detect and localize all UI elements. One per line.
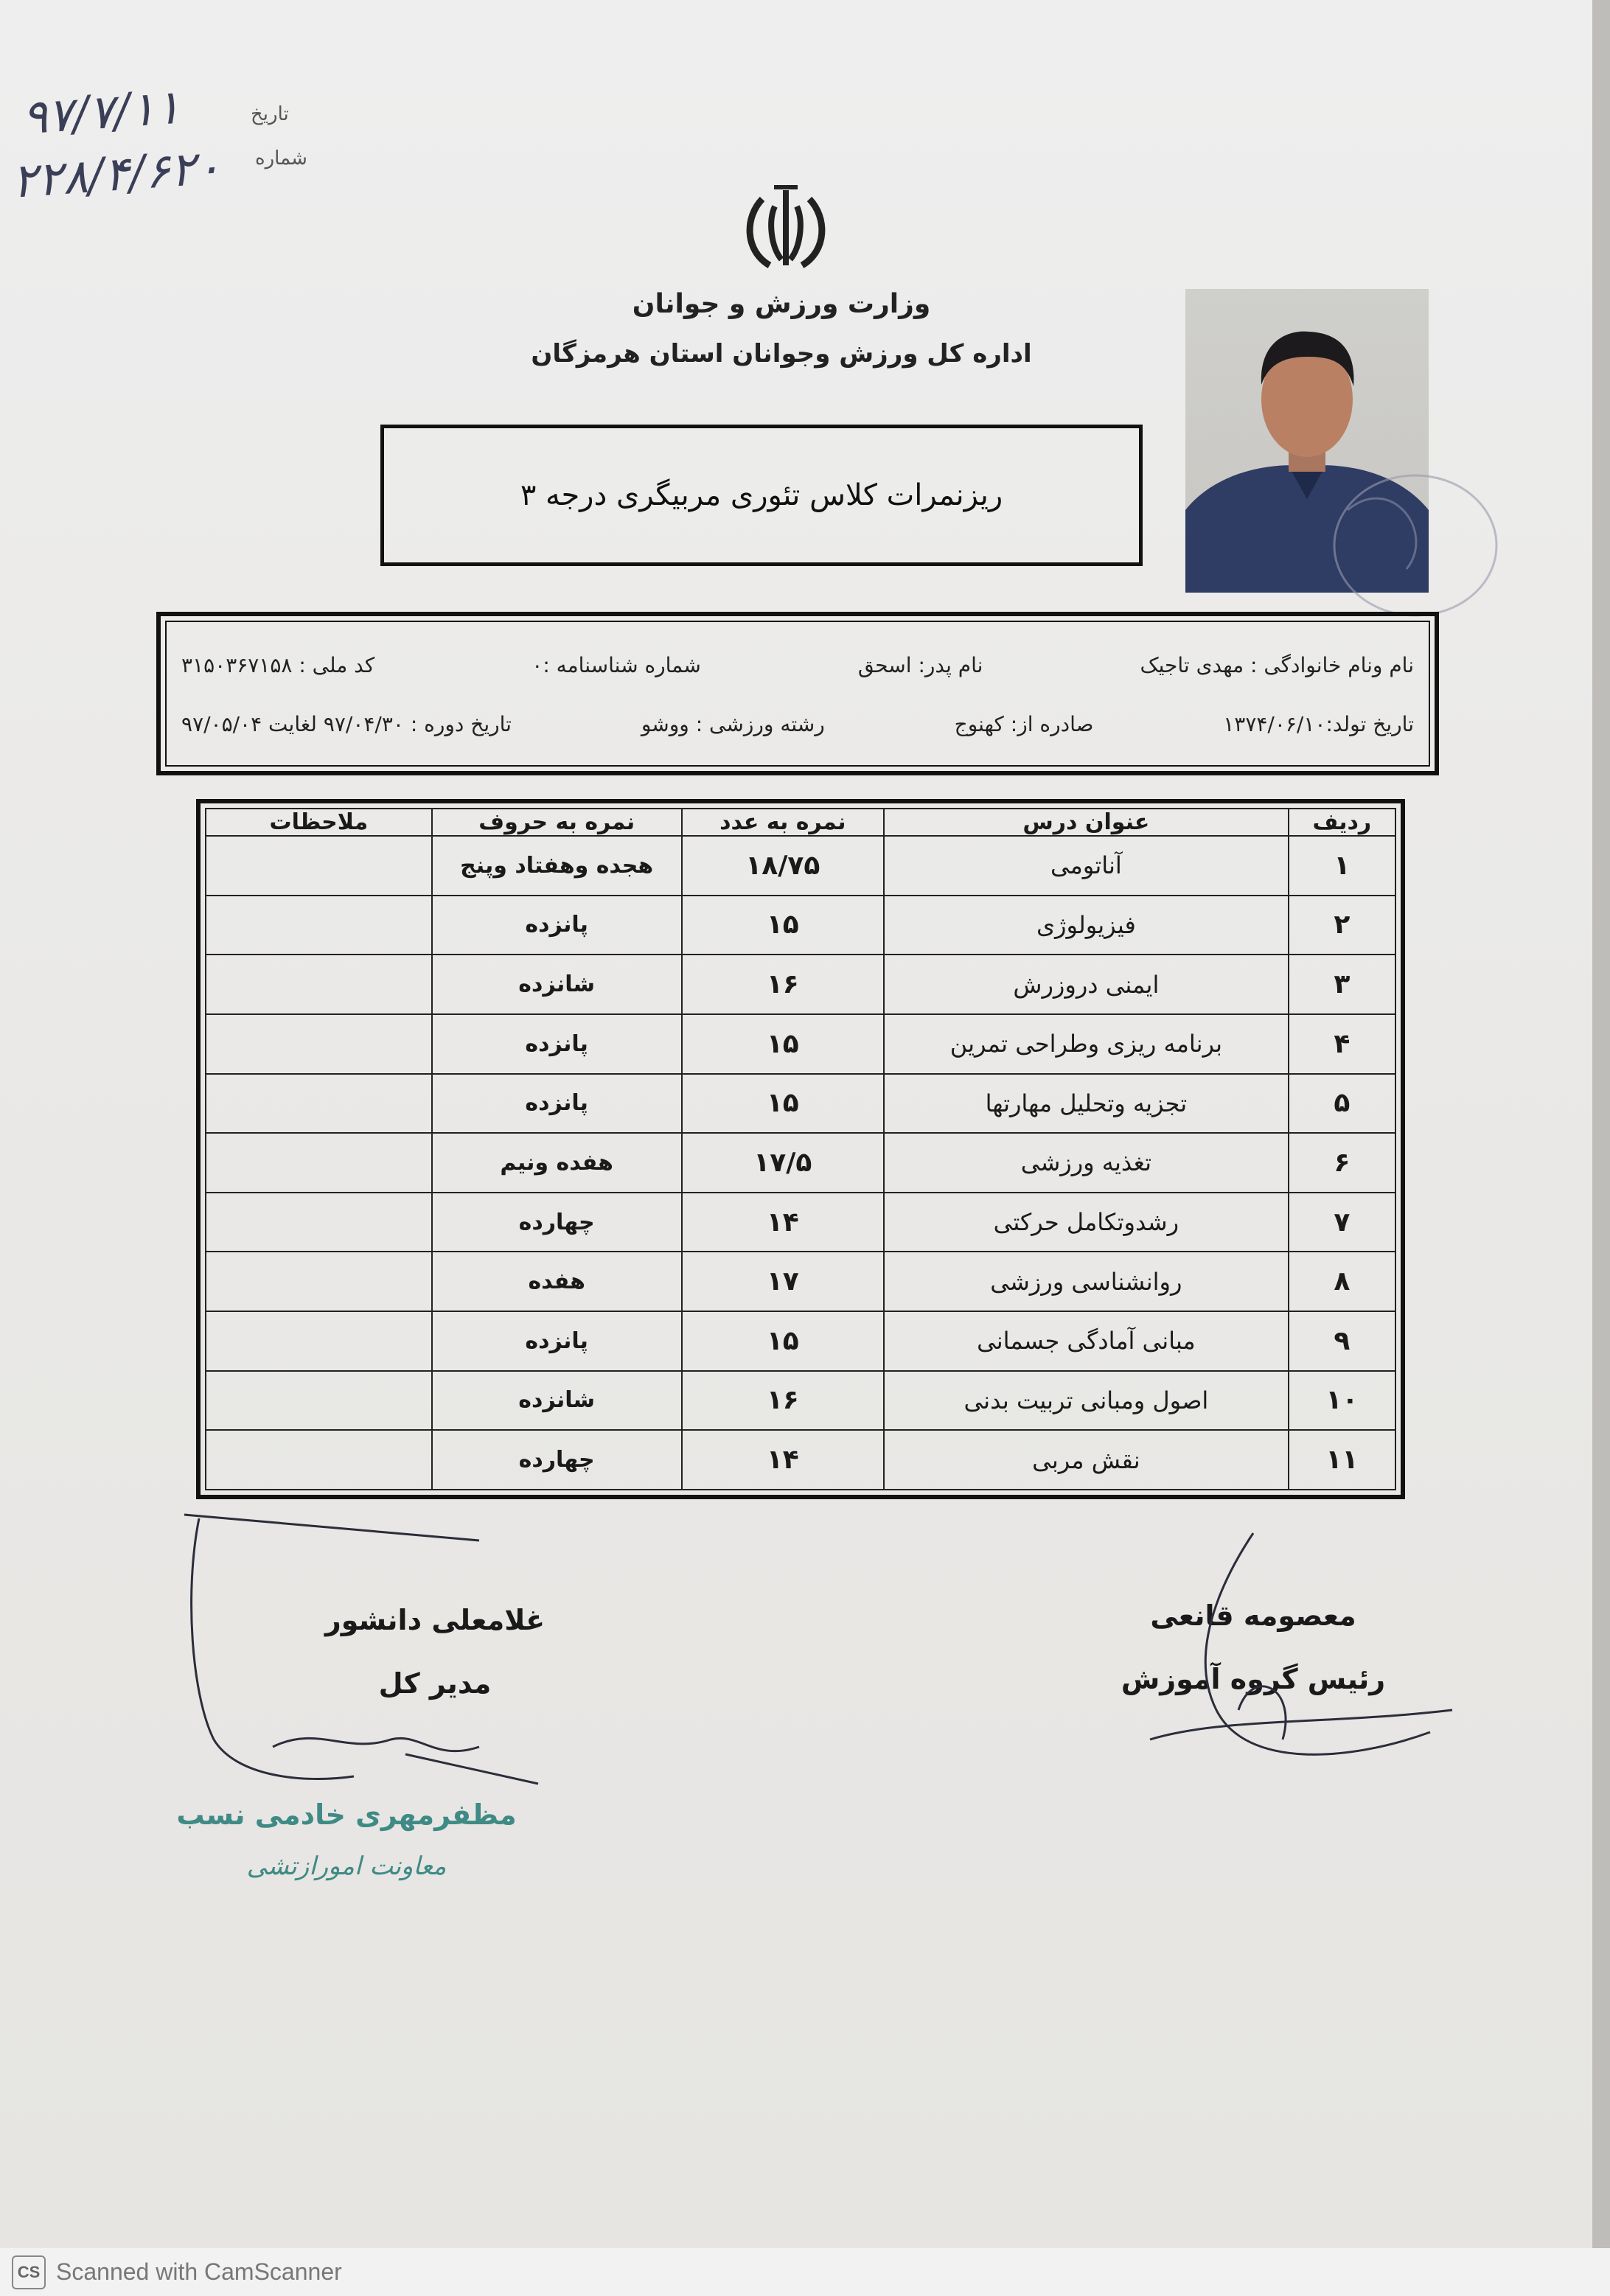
course-title-cell: اصول ومبانی تربیت بدنی (884, 1371, 1289, 1431)
table-row (206, 1074, 1395, 1134)
birth-value: ۱۳۷۴/۰۶/۱۰ (1223, 712, 1326, 736)
table-row (206, 896, 1395, 955)
notes-cell (206, 1371, 432, 1431)
course-title-cell: تجزیه وتحلیل مهارتها (884, 1074, 1289, 1134)
table-row (206, 1133, 1395, 1193)
row-number-cell: ۱۱ (1289, 1430, 1395, 1490)
course-title-cell: رشدوتکامل حرکتی (884, 1193, 1289, 1252)
name-field (1140, 653, 1414, 677)
scanner-footer (0, 2248, 1610, 2296)
row-number-cell: ۶ (1289, 1133, 1395, 1193)
info-row-2 (181, 712, 1414, 736)
scanner-caption: Scanned with CamScanner (56, 2258, 342, 2285)
score-words-cell: هجده وهفتاد وپنج (432, 836, 682, 896)
sport-field (641, 712, 825, 736)
education-head-signature (1106, 1518, 1474, 1784)
handwritten-date: ۹۷/۷/۱۱ (20, 80, 183, 146)
birth-field (1223, 712, 1414, 736)
row-number-cell: ۳ (1289, 955, 1395, 1014)
score-words-cell: پانزده (432, 896, 682, 955)
course-title-cell: برنامه ریزی وطراحی تمرین (884, 1014, 1289, 1074)
info-row-1 (181, 653, 1414, 677)
course-title-cell: فیزیولوژی (884, 896, 1289, 955)
father-label: نام پدر: (918, 653, 983, 677)
notes-cell (206, 1252, 432, 1311)
id-number-label: شماره شناسنامه : (543, 653, 701, 677)
score-words-cell: شانزده (432, 955, 682, 1014)
until-label: لغایت (268, 712, 317, 736)
score-number-cell: ۱۷ (682, 1252, 884, 1311)
col-header-score: نمره به عدد (682, 809, 884, 836)
score-words-cell: هفده (432, 1252, 682, 1311)
score-number-cell: ۱۵ (682, 1014, 884, 1074)
score-number-cell: ۱۵ (682, 896, 884, 955)
table-row (206, 1252, 1395, 1311)
row-number-cell: ۹ (1289, 1311, 1395, 1371)
notes-cell (206, 1014, 432, 1074)
table-row (206, 1430, 1395, 1490)
col-header-notes: ملاحظات (206, 809, 432, 836)
notes-cell (206, 955, 432, 1014)
score-number-cell: ۱۵ (682, 1311, 884, 1371)
national-code-value: ۳۱۵۰۳۶۷۱۵۸ (181, 653, 293, 677)
education-head-title: رئیس گروه آموزش (1121, 1663, 1386, 1695)
father-value: اسحق (857, 653, 912, 677)
score-number-cell: ۱۶ (682, 955, 884, 1014)
course-date-field (181, 712, 512, 736)
notes-cell (206, 836, 432, 896)
handwritten-number: ۲۲۸/۴/۶۲۰ (10, 140, 223, 209)
row-number-cell: ۵ (1289, 1074, 1395, 1134)
student-info-box (156, 612, 1439, 775)
score-words-cell: هفده ونیم (432, 1133, 682, 1193)
director-name: غلامعلی دانشور (324, 1604, 546, 1636)
number-label: شماره (255, 147, 307, 170)
faint-stamp (1327, 464, 1504, 627)
table-header-row (206, 809, 1395, 836)
notes-cell (206, 1430, 432, 1490)
col-header-score-words: نمره به حروف (432, 809, 682, 836)
course-title-cell: تغذیه ورزشی (884, 1133, 1289, 1193)
course-title-cell: روانشناسی ورزشی (884, 1252, 1289, 1311)
notes-cell (206, 896, 432, 955)
document-title: ریزنمرات کلاس تئوری مربیگری درجه ۳ (380, 425, 1143, 566)
name-label: نام ونام خانوادگی : (1250, 653, 1414, 677)
score-words-cell: چهارده (432, 1193, 682, 1252)
provincial-office: اداره کل ورزش وجوانان استان هرمزگان (531, 339, 1032, 369)
score-words-cell: چهارده (432, 1430, 682, 1490)
score-number-cell: ۱۶ (682, 1371, 884, 1431)
name-value: مهدی تاجیک (1140, 653, 1244, 677)
issued-value: کهنوج (954, 712, 1004, 736)
id-number-value: ۰ (532, 653, 543, 677)
national-emblem-icon (734, 177, 837, 280)
score-number-cell: ۱۵ (682, 1074, 884, 1134)
score-words-cell: پانزده (432, 1311, 682, 1371)
father-field (858, 653, 983, 677)
stamp-name: مظفرمهری خادمی نسب (176, 1798, 517, 1831)
sport-label: رشته ورزشی : (695, 712, 825, 736)
row-number-cell: ۷ (1289, 1193, 1395, 1252)
education-head-name: معصومه قانعی (1150, 1599, 1356, 1632)
director-title: مدیر کل (378, 1667, 492, 1700)
ministry-name: وزارت ورزش و جوانان (632, 289, 931, 319)
course-start-value: ۹۷/۰۴/۳۰ (323, 712, 404, 736)
notes-cell (206, 1074, 432, 1134)
course-end-value: ۹۷/۰۵/۰۴ (181, 712, 262, 736)
row-number-cell: ۸ (1289, 1252, 1395, 1311)
score-number-cell: ۱۸/۷۵ (682, 836, 884, 896)
table-row (206, 955, 1395, 1014)
date-label: تاریخ (251, 103, 289, 125)
score-number-cell: ۱۴ (682, 1430, 884, 1490)
national-code-field (181, 653, 374, 677)
score-words-cell: پانزده (432, 1074, 682, 1134)
table-row (206, 1014, 1395, 1074)
row-number-cell: ۱۰ (1289, 1371, 1395, 1431)
table-row (206, 1371, 1395, 1431)
sport-value: ووشو (641, 712, 689, 736)
camscanner-logo-icon: CS (12, 2255, 46, 2289)
national-code-label: کد ملی : (299, 653, 375, 677)
row-number-cell: ۲ (1289, 896, 1395, 955)
score-number-cell: ۱۷/۵ (682, 1133, 884, 1193)
score-words-cell: شانزده (432, 1371, 682, 1431)
issued-field (955, 712, 1094, 736)
table-row (206, 1311, 1395, 1371)
birth-label: تاریخ تولد: (1325, 712, 1414, 736)
course-title-cell: مبانی آمادگی جسمانی (884, 1311, 1289, 1371)
row-number-cell: ۱ (1289, 836, 1395, 896)
col-header-course: عنوان درس (884, 809, 1289, 836)
row-number-cell: ۴ (1289, 1014, 1395, 1074)
course-title-cell: آناتومی (884, 836, 1289, 896)
id-number-field (532, 653, 701, 677)
table-row (206, 836, 1395, 896)
stamp-title: معاونت امورازتشی (246, 1852, 447, 1881)
issued-label: صادره از: (1010, 712, 1094, 736)
grades-table-frame (196, 799, 1405, 1499)
notes-cell (206, 1133, 432, 1193)
score-words-cell: پانزده (432, 1014, 682, 1074)
col-header-row-number: ردیف (1289, 809, 1395, 836)
score-number-cell: ۱۴ (682, 1193, 884, 1252)
notes-cell (206, 1193, 432, 1252)
course-title-cell: ایمنی دروزرش (884, 955, 1289, 1014)
notes-cell (206, 1311, 432, 1371)
course-label: تاریخ دوره : (410, 712, 512, 736)
course-title-cell: نقش مربی (884, 1430, 1289, 1490)
grades-table (205, 808, 1396, 1490)
director-signature (170, 1504, 582, 1798)
table-row (206, 1193, 1395, 1252)
